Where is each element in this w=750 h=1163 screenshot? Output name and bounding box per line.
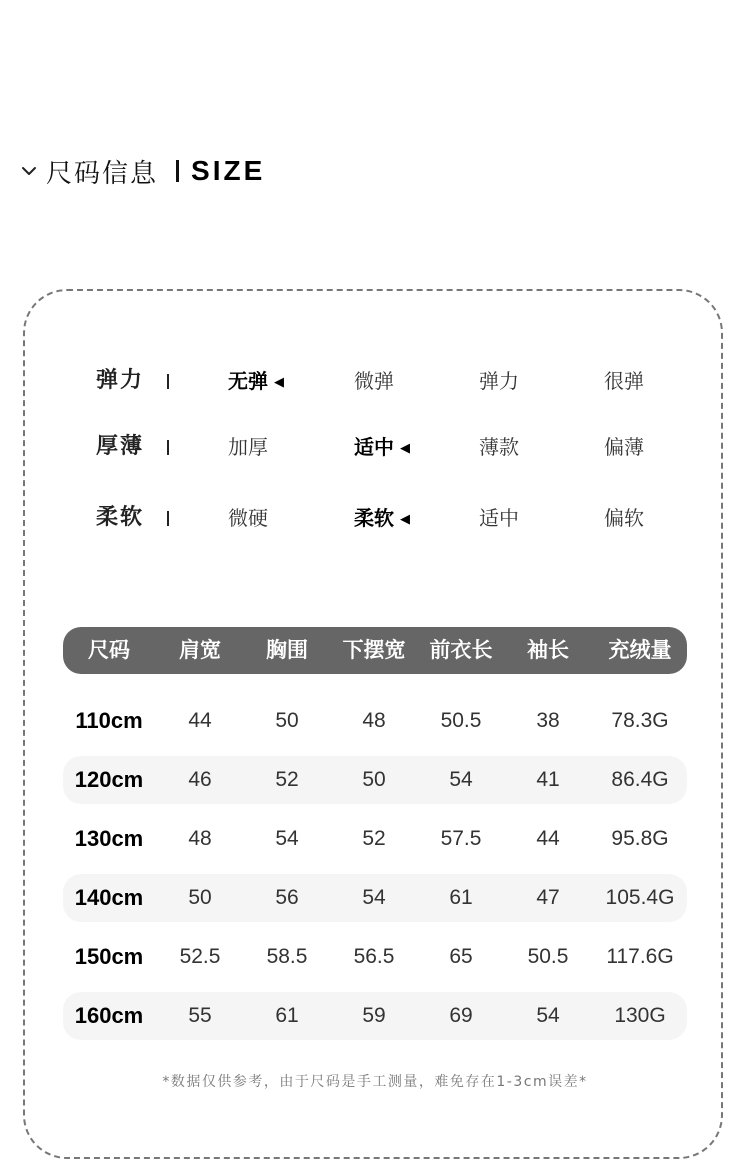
table-cell: 44 [188, 709, 212, 732]
table-header-cell: 充绒量 [608, 638, 672, 662]
table-cell: 52 [275, 768, 299, 791]
attribute-option [228, 503, 268, 533]
table-cell: 130G [614, 1004, 666, 1027]
table-cell: 54 [275, 827, 299, 850]
attribute-option [479, 366, 519, 396]
attribute-option-selected [354, 503, 410, 535]
attribute-option-label: 弹力 [479, 369, 519, 393]
measurement-note: *数据仅供参考，由于尺码是手工测量，难免存在1-3cm误差* [162, 1074, 588, 1090]
attribute-option-selected [228, 366, 284, 398]
selected-marker-icon: ◀ [274, 375, 284, 390]
attribute-option-label: 柔软 [354, 506, 394, 530]
table-cell: 117.6G [606, 945, 674, 968]
table-cell: 50.5 [440, 709, 482, 732]
table-cell: 69 [449, 1004, 473, 1027]
attribute-option-selected [354, 432, 410, 464]
size-cell: 110cm [75, 708, 143, 733]
chevron-down-icon [20, 162, 38, 180]
table-header-cell: 袖长 [527, 638, 569, 662]
table-cell: 38 [536, 709, 560, 732]
table-header-cell: 前衣长 [429, 638, 493, 662]
attribute-option-label: 微弹 [354, 369, 394, 393]
selected-marker-icon: ◀ [400, 512, 410, 527]
table-cell: 44 [536, 827, 560, 850]
table-cell: 46 [188, 768, 212, 791]
attribute-option-label: 无弹 [228, 369, 268, 393]
table-header-cell: 尺码 [88, 638, 130, 662]
table-cell: 56.5 [353, 945, 395, 968]
table-cell: 78.3G [611, 709, 669, 732]
size-cell: 130cm [74, 826, 144, 851]
attribute-option-label: 很弹 [604, 369, 644, 393]
table-cell: 105.4G [605, 886, 675, 909]
size-table-header [63, 627, 687, 674]
table-cell: 57.5 [440, 827, 482, 850]
attribute-divider [167, 374, 169, 389]
title-separator [176, 160, 179, 182]
table-row [63, 874, 687, 922]
table-cell: 65 [449, 945, 473, 968]
table-cell: 86.4G [611, 768, 669, 791]
table-cell: 55 [188, 1004, 212, 1027]
section-header [20, 148, 265, 194]
attribute-divider [167, 440, 169, 455]
table-cell: 50 [362, 768, 386, 791]
table-row [63, 992, 687, 1040]
attribute-divider [167, 511, 169, 526]
table-cell: 52 [362, 827, 386, 850]
table-cell: 48 [188, 827, 212, 850]
attribute-option-label: 适中 [354, 435, 394, 459]
table-header-cell: 下摆宽 [342, 638, 406, 662]
attribute-option-label: 偏薄 [604, 435, 644, 459]
attribute-row [0, 432, 750, 462]
table-cell: 58.5 [266, 945, 308, 968]
table-cell: 61 [275, 1004, 299, 1027]
attribute-option-label: 加厚 [228, 435, 268, 459]
attribute-option [604, 366, 644, 396]
table-cell: 47 [536, 886, 560, 909]
attribute-option [479, 432, 519, 462]
table-cell: 59 [362, 1004, 386, 1027]
attribute-option-label: 适中 [479, 506, 519, 530]
table-cell: 50 [188, 886, 212, 909]
size-cell: 150cm [74, 944, 144, 969]
attribute-option-label: 微硬 [228, 506, 268, 530]
table-cell: 52.5 [179, 945, 221, 968]
attribute-label: 柔软 [96, 505, 145, 530]
table-cell: 54 [362, 886, 386, 909]
table-cell: 48 [362, 709, 386, 732]
table-cell: 61 [449, 886, 473, 909]
attribute-option [228, 432, 268, 462]
table-cell: 54 [449, 768, 473, 791]
selected-marker-icon: ◀ [400, 441, 410, 456]
table-row [63, 933, 687, 981]
table-cell: 95.8G [611, 827, 669, 850]
table-cell: 54 [536, 1004, 560, 1027]
attribute-row [0, 503, 750, 533]
table-cell: 56 [275, 886, 299, 909]
attribute-label: 厚薄 [96, 434, 145, 459]
section-title-en: SIZE [191, 155, 266, 186]
attribute-option [604, 503, 644, 533]
size-cell: 160cm [74, 1003, 144, 1028]
table-row [63, 697, 687, 745]
size-cell: 120cm [74, 767, 144, 792]
attribute-label: 弹力 [96, 368, 145, 393]
attribute-option-label: 偏软 [604, 506, 644, 530]
table-cell: 50.5 [527, 945, 569, 968]
table-row [63, 756, 687, 804]
table-row [63, 815, 687, 863]
table-header-cell: 胸围 [266, 638, 308, 662]
attribute-option [354, 366, 394, 396]
size-cell: 140cm [74, 885, 144, 910]
attribute-option [479, 503, 519, 533]
table-header-cell: 肩宽 [179, 638, 221, 662]
table-cell: 50 [275, 709, 299, 732]
section-title: 尺码信息 [46, 158, 159, 189]
attribute-option [604, 432, 644, 462]
table-cell: 41 [536, 768, 560, 791]
attribute-row [0, 366, 750, 396]
attribute-option-label: 薄款 [479, 435, 519, 459]
